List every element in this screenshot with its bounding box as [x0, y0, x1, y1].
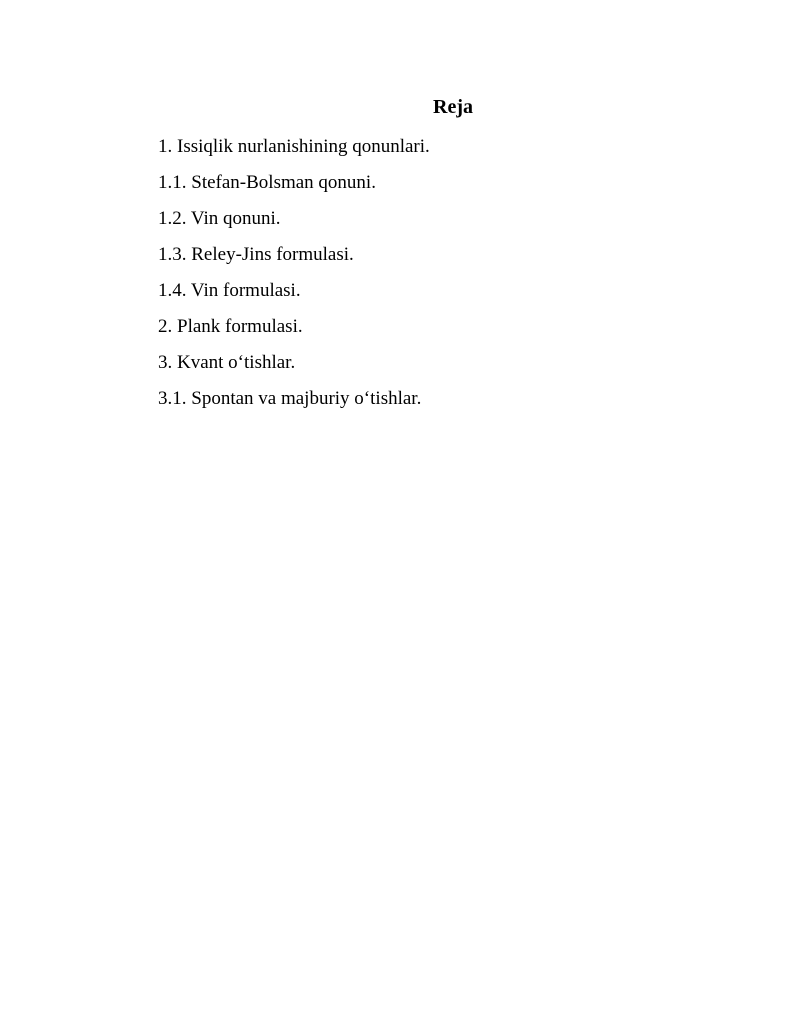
- page-title: Reja: [433, 96, 473, 118]
- plan-item: 1.1. Stefan-Bolsman qonuni.: [158, 172, 376, 193]
- plan-item: 3. Kvant o‘tishlar.: [158, 352, 296, 373]
- plan-list: [158, 129, 748, 417]
- plan-item: 1.2. Vin qonuni.: [158, 208, 281, 229]
- plan-item: 1.3. Reley-Jins formulasi.: [158, 244, 354, 265]
- plan-item: 1. Issiqlik nurlanishining qonunlari.: [158, 136, 430, 157]
- plan-item: 3.1. Spontan va majburiy o‘tishlar.: [158, 388, 422, 409]
- plan-item: 1.4. Vin formulasi.: [158, 280, 301, 301]
- plan-item: 2. Plank formulasi.: [158, 316, 303, 337]
